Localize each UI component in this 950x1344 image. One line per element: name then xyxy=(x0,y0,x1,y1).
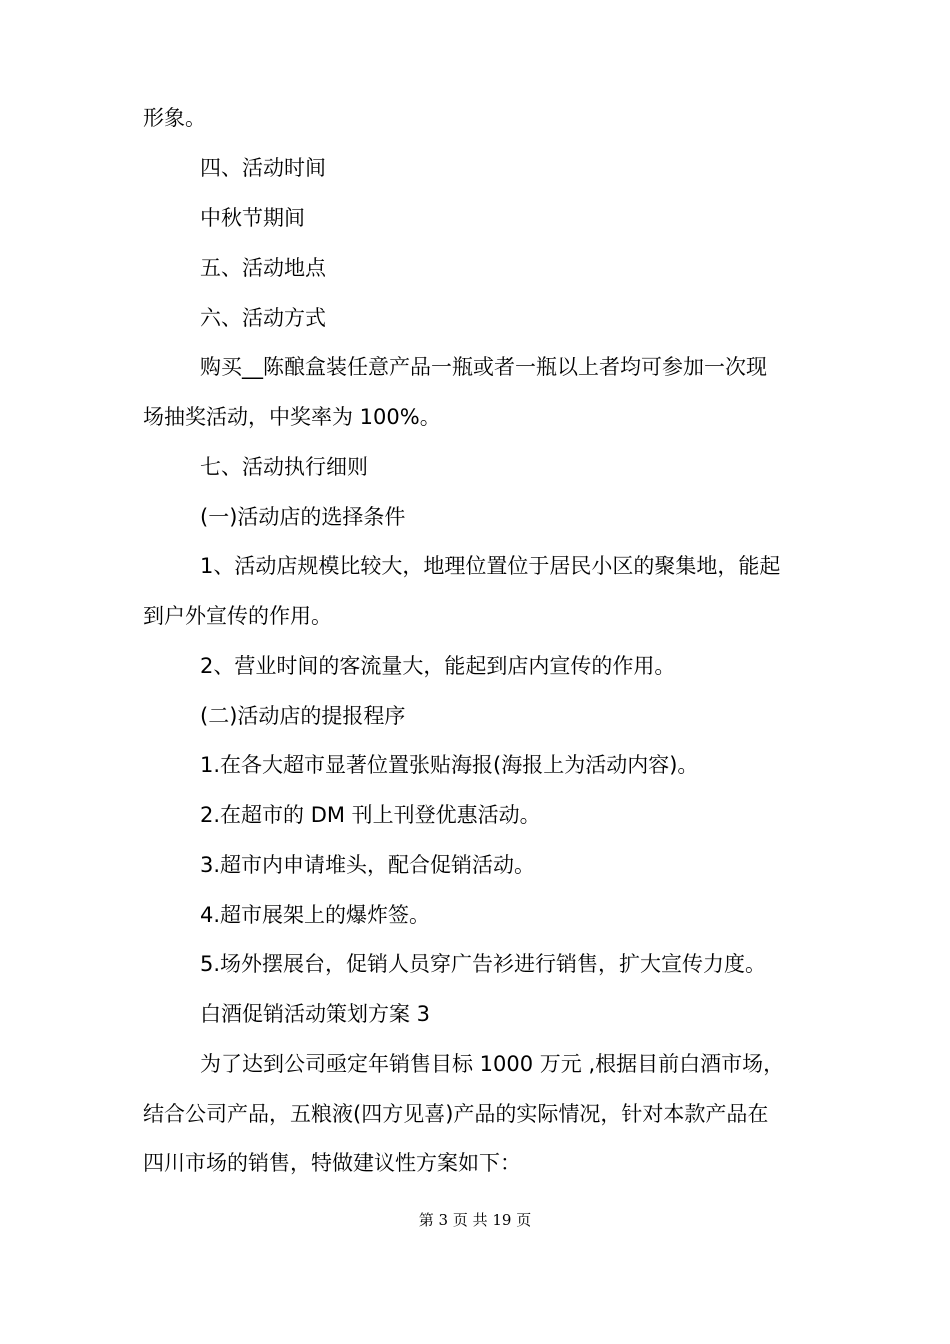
list-item: 5.场外摆展台，促销人员穿广告衫进行销售，扩大宣传力度。 xyxy=(200,952,767,976)
paragraph-line: 为了达到公司亟定年销售目标 1000 万元 ,根据目前白酒市场， xyxy=(200,1052,785,1076)
section-title: 白酒促销活动策划方案 3 xyxy=(200,1002,431,1026)
paragraph-line: 到户外宣传的作用。 xyxy=(143,604,332,628)
list-item: 4.超市展架上的爆炸签。 xyxy=(200,903,431,927)
paragraph-line: 场抽奖活动，中奖率为 100%。 xyxy=(143,405,441,429)
subsection-heading: (二)活动店的提报程序 xyxy=(200,704,406,728)
list-item: 3.超市内申请堆头，配合促销活动。 xyxy=(200,853,536,877)
section-heading: 五、活动地点 xyxy=(200,256,326,280)
list-item: 2.在超市的 DM 刊上刊登优惠活动。 xyxy=(200,803,541,827)
paragraph-line: 四川市场的销售，特做建议性方案如下： xyxy=(143,1151,521,1175)
paragraph-line: 形象。 xyxy=(143,106,206,130)
section-heading: 七、活动执行细则 xyxy=(200,455,368,479)
subsection-heading: (一)活动店的选择条件 xyxy=(200,505,406,529)
list-item: 1.在各大超市显著位置张贴海报(海报上为活动内容)。 xyxy=(200,753,699,777)
paragraph-line: 结合公司产品，五粮液(四方见喜)产品的实际情况，针对本款产品在 xyxy=(143,1102,769,1126)
page-number-footer: 第 3 页 共 19 页 xyxy=(418,1211,532,1229)
list-item: 1、活动店规模比较大，地理位置位于居民小区的聚集地，能起 xyxy=(200,554,781,578)
list-item: 2、营业时间的客流量大，能起到店内宣传的作用。 xyxy=(200,654,676,678)
paragraph-line: 中秋节期间 xyxy=(200,206,305,230)
paragraph-line: 购买__陈酿盒装任意产品一瓶或者一瓶以上者均可参加一次现 xyxy=(200,355,767,379)
section-heading: 六、活动方式 xyxy=(200,306,326,330)
section-heading: 四、活动时间 xyxy=(200,156,326,180)
